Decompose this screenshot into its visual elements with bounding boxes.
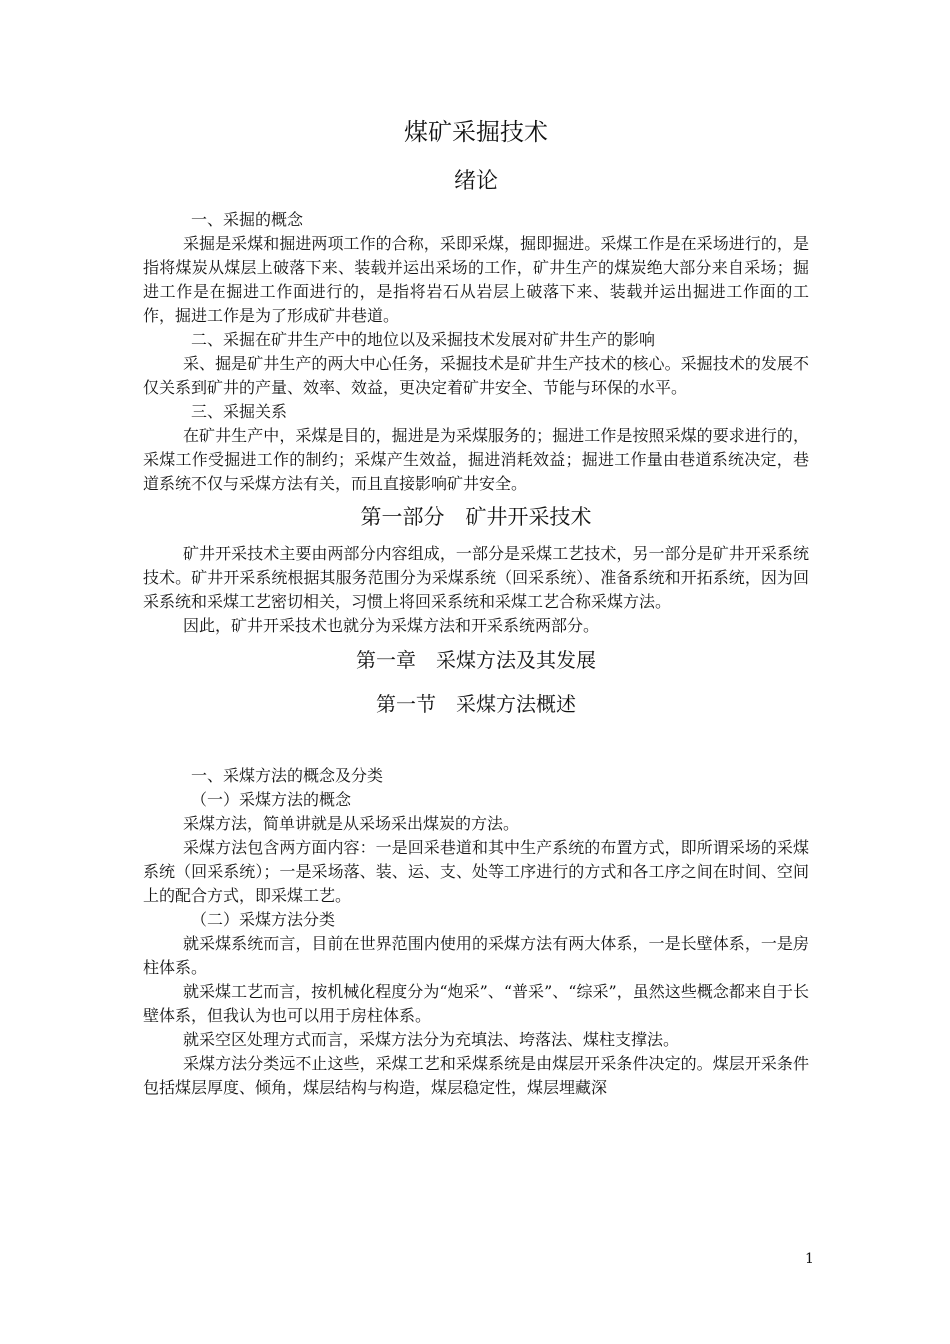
document-title: 煤矿采掘技术 <box>404 118 548 146</box>
subsection-paragraph: 就采空区处理方式而言，采煤方法分为充填法、垮落法、煤柱支撑法。 <box>183 1030 680 1049</box>
subsection-paragraph: 采煤方法包含两方面内容：一是回采巷道和其中生产系统的布置方式，即所谓采场的采煤系统（回采系统）；一是采场落、装、运、支、处等工序进行的方式和各工序之间在时间、空间上的配合方式，即采煤工艺。 <box>143 838 809 905</box>
document-content <box>143 112 809 1100</box>
subsection-method-types <box>143 908 809 1100</box>
introduction-section-2 <box>143 328 809 400</box>
part-paragraph: 因此，矿井开采技术也就分为采煤方法和开采系统两部分。 <box>183 616 600 635</box>
page-number: 1 <box>805 1251 814 1267</box>
section-paragraph: 在矿井生产中，采煤是目的，掘进是为采煤服务的；掘进工作是按照采煤的要求进行的，采煤工作受掘进工作的制约；采煤产生效益，掘进消耗效益；掘进工作量由巷道系统决定，巷道系统不仅与采煤方法有关，而且直接影响矿井安全。 <box>143 426 809 493</box>
subsection-method-concept <box>143 788 809 908</box>
section-paragraph: 采掘是采煤和掘进两项工作的合称，采即采煤，掘即掘进。采煤工作是在采场进行的，是指将煤炭从煤层上破落下来、装载并运出采场的工作，矿井生产的煤炭绝大部分来自采场；掘进工作是在掘进工作面进行的，是指将岩石从岩层上破落下来、装载并运出掘进工作面的工作，掘进工作是为了形成矿井巷道。 <box>143 234 809 325</box>
introduction-title: 绪论 <box>453 169 498 194</box>
section-heading: 二、采掘在矿井生产中的地位以及采掘技术发展对矿井生产的影响 <box>191 330 656 349</box>
subsection-method-classification <box>143 764 809 788</box>
subsection-paragraph: 采煤方法，简单讲就是从采场采出煤炭的方法。 <box>183 814 520 833</box>
subsection-heading: （二）采煤方法分类 <box>191 910 336 929</box>
subsection-heading: 一、采煤方法的概念及分类 <box>191 766 384 785</box>
subsection-paragraph: 就采煤工艺而言，按机械化程度分为“炮采”、“普采”、“综采”，虽然这些概念都来自于长壁体系，但我认为也可以用于房柱体系。 <box>143 982 809 1025</box>
section-title: 第一节 采煤方法概述 <box>376 692 576 716</box>
introduction-section-3 <box>143 400 809 496</box>
chapter-title: 第一章 采煤方法及其发展 <box>356 648 596 672</box>
part-paragraph: 矿井开采技术主要由两部分内容组成，一部分是采煤工艺技术，另一部分是矿井开采系统技术。矿井开采系统根据其服务范围分为采煤系统（回采系统）、准备系统和开拓系统，因为回采系统和采煤工艺密切相关，习惯上将回采系统和采煤工艺合称采煤方法。 <box>143 544 809 611</box>
section-heading: 一、采掘的概念 <box>191 210 304 229</box>
part-title: 第一部分 矿井开采技术 <box>360 505 592 529</box>
section-heading: 三、采掘关系 <box>191 402 288 421</box>
section-paragraph: 采、掘是矿井生产的两大中心任务，采掘技术是矿井生产技术的核心。采掘技术的发展不仅关系到矿井的产量、效率、效益，更决定着矿井安全、节能与环保的水平。 <box>143 354 809 397</box>
introduction-section-1 <box>143 208 809 328</box>
subsection-paragraph: 采煤方法分类远不止这些，采煤工艺和采煤系统是由煤层开采条件决定的。煤层开采条件包括煤层厚度、倾角，煤层结构与构造，煤层稳定性，煤层埋藏深 <box>143 1054 809 1097</box>
subsection-heading: （一）采煤方法的概念 <box>191 790 352 809</box>
subsection-paragraph: 就采煤系统而言，目前在世界范围内使用的采煤方法有两大体系，一是长壁体系，一是房柱体系。 <box>143 934 809 977</box>
